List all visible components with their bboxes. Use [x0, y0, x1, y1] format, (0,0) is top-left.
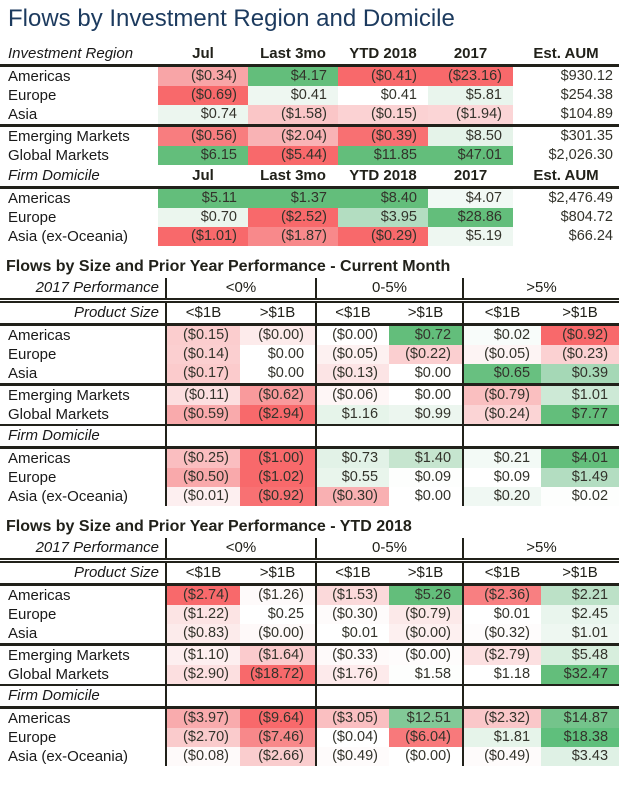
column-header: Last 3mo	[248, 165, 338, 188]
value-cell: $0.00	[240, 345, 316, 364]
row-label: Europe	[0, 605, 166, 624]
table-row	[0, 188, 619, 209]
value-cell: $1.81	[463, 728, 541, 747]
row-label: Asia	[0, 624, 166, 645]
value-cell: ($1.64)	[240, 645, 316, 666]
value-cell: $47.01	[428, 146, 513, 165]
value-cell: ($0.00)	[389, 747, 463, 766]
value-cell: $0.70	[158, 208, 248, 227]
value-cell: ($0.79)	[389, 605, 463, 624]
column-header: Last 3mo	[248, 43, 338, 66]
table-row	[0, 645, 619, 666]
column-header: 0-5%	[316, 538, 463, 561]
value-cell: ($0.92)	[541, 325, 619, 346]
value-cell: ($1.22)	[166, 605, 240, 624]
value-cell: ($0.56)	[158, 126, 248, 147]
value-cell: ($0.15)	[338, 105, 428, 126]
value-cell: ($0.11)	[166, 385, 240, 406]
row-label: Global Markets	[0, 665, 166, 685]
row-label: Firm Domicile	[0, 685, 166, 708]
value-cell: $0.01	[316, 624, 389, 645]
value-cell: ($1.02)	[240, 468, 316, 487]
column-header: >$1B	[240, 561, 316, 585]
value-cell: ($0.49)	[463, 747, 541, 766]
row-label: Global Markets	[8, 147, 109, 164]
value-cell: ($9.64)	[240, 708, 316, 729]
value-cell: ($0.92)	[240, 487, 316, 506]
value-cell: $3.95	[338, 208, 428, 227]
table-row	[0, 665, 619, 685]
value-cell: $0.02	[541, 487, 619, 506]
row-label: Emerging Markets	[0, 645, 166, 666]
section-label: Firm Domicile	[0, 165, 158, 188]
section-label: Product Size	[0, 301, 166, 325]
value-cell: $0.09	[493, 469, 531, 485]
value-cell: $2.45	[541, 605, 619, 624]
table-row	[0, 405, 619, 425]
value-cell: ($0.00)	[240, 624, 316, 645]
value-cell: ($1.87)	[248, 227, 338, 246]
value-cell: $2.21	[541, 585, 619, 606]
value-cell: $0.09	[389, 468, 463, 487]
cell	[389, 685, 463, 708]
table-row	[0, 105, 619, 126]
value-cell: $2,476.49	[548, 190, 613, 206]
table-row	[0, 364, 619, 385]
value-cell: $0.02	[463, 325, 541, 346]
value-cell: $0.41	[248, 86, 338, 105]
value-cell: ($0.49)	[316, 747, 389, 766]
value-cell: $1.58	[389, 665, 463, 685]
value-cell: ($0.00)	[332, 327, 379, 343]
row-label: Asia (ex-Oceania)	[0, 487, 166, 506]
row-label: Americas	[8, 68, 71, 85]
column-header: >$1B	[389, 561, 463, 585]
cell	[166, 685, 240, 708]
value-cell: $0.39	[541, 364, 619, 385]
page-title: Flows by Investment Region and Domicile	[8, 5, 455, 32]
section-label: 2017 Performance	[0, 538, 166, 561]
value-cell: ($0.59)	[166, 405, 240, 425]
table-row	[0, 747, 619, 766]
value-cell: ($2.74)	[166, 585, 240, 606]
value-cell: ($0.83)	[166, 624, 240, 645]
column-header: Jul	[158, 165, 248, 188]
value-cell: ($0.00)	[389, 624, 463, 645]
value-cell: ($0.06)	[316, 385, 389, 406]
domicile-section-row	[0, 425, 619, 448]
column-header: 2017	[428, 43, 513, 66]
value-cell: ($2.32)	[463, 708, 541, 729]
value-cell: ($2.94)	[240, 405, 316, 425]
value-cell: $1.16	[316, 405, 389, 425]
cell	[463, 425, 541, 448]
table-row	[0, 146, 619, 165]
row-label: Emerging Markets	[8, 128, 130, 145]
table-row	[0, 66, 619, 87]
value-cell: ($0.41)	[338, 66, 428, 87]
value-cell: ($0.69)	[158, 86, 248, 105]
cell	[389, 425, 463, 448]
value-cell: ($0.01)	[166, 487, 240, 506]
value-cell: ($1.00)	[240, 448, 316, 469]
value-cell: ($0.33)	[316, 645, 389, 666]
value-cell: ($3.05)	[316, 708, 389, 729]
value-cell: ($0.34)	[158, 66, 248, 87]
value-cell: $0.00	[389, 487, 463, 506]
cell	[316, 685, 389, 708]
value-cell: ($0.32)	[463, 624, 541, 645]
column-header: 2017	[428, 165, 513, 188]
value-cell: $5.48	[541, 645, 619, 666]
value-cell: $2,026.30	[548, 147, 613, 163]
value-cell: $1.49	[541, 468, 619, 487]
row-label: Emerging Markets	[0, 385, 166, 406]
value-cell: $0.73	[316, 448, 389, 469]
ytd-heading: Flows by Size and Prior Year Performance - YTD 2018	[6, 518, 412, 535]
value-cell: $104.89	[513, 105, 619, 126]
value-cell: $1.01	[541, 624, 619, 645]
value-cell: ($0.50)	[166, 468, 240, 487]
value-cell: $8.50	[428, 126, 513, 147]
value-cell: $7.77	[541, 405, 619, 425]
column-header: >5%	[463, 278, 619, 301]
value-cell: ($0.30)	[316, 487, 389, 506]
value-cell: ($2.04)	[248, 126, 338, 147]
column-header: >$1B	[541, 301, 619, 325]
value-cell: $5.19	[428, 227, 513, 246]
value-cell: ($0.25)	[166, 448, 240, 469]
column-header: Jul	[158, 43, 248, 66]
value-cell: $5.81	[428, 86, 513, 105]
column-header: >$1B	[541, 561, 619, 585]
value-cell: ($0.17)	[166, 364, 240, 385]
row-label: Asia (ex-Oceania)	[8, 228, 129, 245]
value-cell: ($2.52)	[248, 208, 338, 227]
row-label: Americas	[8, 190, 71, 207]
row-label: Europe	[0, 468, 166, 487]
value-cell: $0.20	[463, 487, 541, 506]
value-cell: $66.24	[568, 228, 613, 244]
domicile-section-row	[0, 685, 619, 708]
value-cell: $0.21	[463, 448, 541, 469]
row-label: Asia	[0, 364, 166, 385]
cell	[541, 425, 619, 448]
value-cell: $5.26	[389, 585, 463, 606]
value-cell: $0.25	[240, 605, 316, 624]
value-cell: ($0.14)	[166, 345, 240, 364]
value-cell: $32.47	[541, 665, 619, 685]
table-row	[0, 385, 619, 406]
value-cell: ($0.22)	[389, 345, 463, 364]
value-cell: ($0.08)	[166, 747, 240, 766]
table-row	[0, 345, 619, 364]
value-cell: $11.85	[338, 146, 428, 165]
value-cell: ($0.05)	[316, 345, 389, 364]
value-cell: ($1.94)	[428, 105, 513, 126]
value-cell: ($1.76)	[316, 665, 389, 685]
value-cell: ($18.72)	[240, 665, 316, 685]
value-cell: $804.72	[560, 209, 613, 225]
value-cell: ($2.79)	[463, 645, 541, 666]
column-header: <$1B	[316, 561, 389, 585]
value-cell: $0.55	[316, 468, 389, 487]
table-row	[0, 227, 619, 246]
table-row	[0, 487, 619, 506]
value-cell: ($0.00)	[389, 645, 463, 666]
row-label: Americas	[0, 585, 166, 606]
row-label: Europe	[0, 345, 166, 364]
value-cell: ($0.62)	[240, 385, 316, 406]
value-cell: $0.41	[380, 87, 417, 103]
cell	[463, 685, 541, 708]
value-cell: $1.37	[248, 188, 338, 209]
value-cell: ($0.05)	[463, 345, 541, 364]
row-label: Americas	[0, 448, 166, 469]
value-cell: ($0.23)	[541, 345, 619, 364]
value-cell: ($3.97)	[166, 708, 240, 729]
column-header: <0%	[166, 278, 316, 301]
section-label: Investment Region	[0, 43, 158, 66]
value-cell: ($2.66)	[240, 747, 316, 766]
cell	[166, 425, 240, 448]
column-header: <$1B	[463, 561, 541, 585]
column-header: >$1B	[240, 301, 316, 325]
row-label: Europe	[8, 209, 57, 226]
section-label: 2017 Performance	[0, 278, 166, 301]
value-cell: ($0.04)	[332, 729, 379, 745]
value-cell: $0.72	[389, 325, 463, 346]
value-cell: ($23.16)	[428, 66, 513, 87]
value-cell: $0.99	[389, 405, 463, 425]
value-cell: ($1.26)	[240, 585, 316, 606]
value-cell: $28.86	[428, 208, 513, 227]
flows-by-region-table	[0, 43, 619, 246]
value-cell: ($0.79)	[463, 385, 541, 406]
column-header: YTD 2018	[338, 165, 428, 188]
cell	[240, 425, 316, 448]
value-cell: $5.11	[158, 188, 248, 209]
column-header: >$1B	[389, 301, 463, 325]
value-cell: $8.40	[338, 188, 428, 209]
table-row	[0, 624, 619, 645]
row-label: Asia	[0, 105, 158, 126]
value-cell: $14.87	[541, 708, 619, 729]
table-row	[0, 325, 619, 346]
column-header: Est. AUM	[513, 43, 619, 66]
value-cell: ($0.39)	[338, 126, 428, 147]
cell	[541, 685, 619, 708]
row-label: Asia (ex-Oceania)	[0, 747, 166, 766]
row-label: Americas	[0, 325, 166, 346]
value-cell: $301.35	[560, 128, 613, 144]
column-header: <$1B	[166, 561, 240, 585]
value-cell: ($0.00)	[240, 325, 316, 346]
table-row	[0, 448, 619, 469]
value-cell: $4.17	[248, 66, 338, 87]
cell	[240, 685, 316, 708]
value-cell: $4.07	[428, 188, 513, 209]
value-cell: ($0.29)	[338, 227, 428, 246]
row-label: Firm Domicile	[0, 425, 166, 448]
value-cell: ($1.01)	[158, 227, 248, 246]
current-month-heading: Flows by Size and Prior Year Performance - Current Month	[6, 258, 451, 275]
column-header: <$1B	[316, 301, 389, 325]
value-cell: ($2.90)	[166, 665, 240, 685]
section-label: Product Size	[0, 561, 166, 585]
table-row	[0, 208, 619, 227]
value-cell: $0.00	[389, 385, 463, 406]
value-cell: $254.38	[560, 87, 613, 103]
table-row	[0, 708, 619, 729]
value-cell: $0.74	[158, 105, 248, 126]
value-cell: ($0.15)	[166, 325, 240, 346]
value-cell: ($0.30)	[316, 605, 389, 624]
table-row	[0, 585, 619, 606]
table-row	[0, 126, 619, 147]
cell	[316, 425, 389, 448]
value-cell: $1.40	[389, 448, 463, 469]
column-header: YTD 2018	[338, 43, 428, 66]
column-header: <0%	[166, 538, 316, 561]
value-cell: ($7.46)	[240, 728, 316, 747]
table-row	[0, 728, 619, 747]
column-header: <$1B	[166, 301, 240, 325]
row-label: Americas	[0, 708, 166, 729]
value-cell: $12.51	[389, 708, 463, 729]
value-cell: $0.65	[463, 364, 541, 385]
column-header: <$1B	[463, 301, 541, 325]
table-row	[0, 468, 619, 487]
value-cell: $930.12	[560, 68, 613, 84]
table-row	[0, 86, 619, 105]
value-cell: $1.18	[463, 665, 541, 685]
value-cell: ($1.58)	[248, 105, 338, 126]
row-label: Global Markets	[0, 405, 166, 425]
value-cell: ($2.36)	[463, 585, 541, 606]
value-cell: ($5.44)	[248, 146, 338, 165]
size-performance-ytd-table	[0, 538, 619, 766]
value-cell: ($2.70)	[166, 728, 240, 747]
column-header: Est. AUM	[513, 165, 619, 188]
value-cell: $6.15	[158, 146, 248, 165]
size-performance-current-month-table	[0, 278, 619, 506]
column-header: >5%	[463, 538, 619, 561]
value-cell: $3.43	[541, 747, 619, 766]
value-cell: $4.01	[541, 448, 619, 469]
value-cell: ($0.13)	[316, 364, 389, 385]
value-cell: ($6.04)	[389, 728, 463, 747]
value-cell: ($1.10)	[166, 645, 240, 666]
value-cell: ($1.53)	[316, 585, 389, 606]
value-cell: $1.01	[541, 385, 619, 406]
column-header: 0-5%	[316, 278, 463, 301]
value-cell: $0.00	[389, 364, 463, 385]
value-cell: $0.01	[493, 606, 531, 622]
value-cell: ($0.24)	[463, 405, 541, 425]
row-label: Europe	[8, 87, 57, 104]
value-cell: $0.00	[240, 364, 316, 385]
table-row	[0, 605, 619, 624]
value-cell: $18.38	[541, 728, 619, 747]
row-label: Europe	[0, 728, 166, 747]
